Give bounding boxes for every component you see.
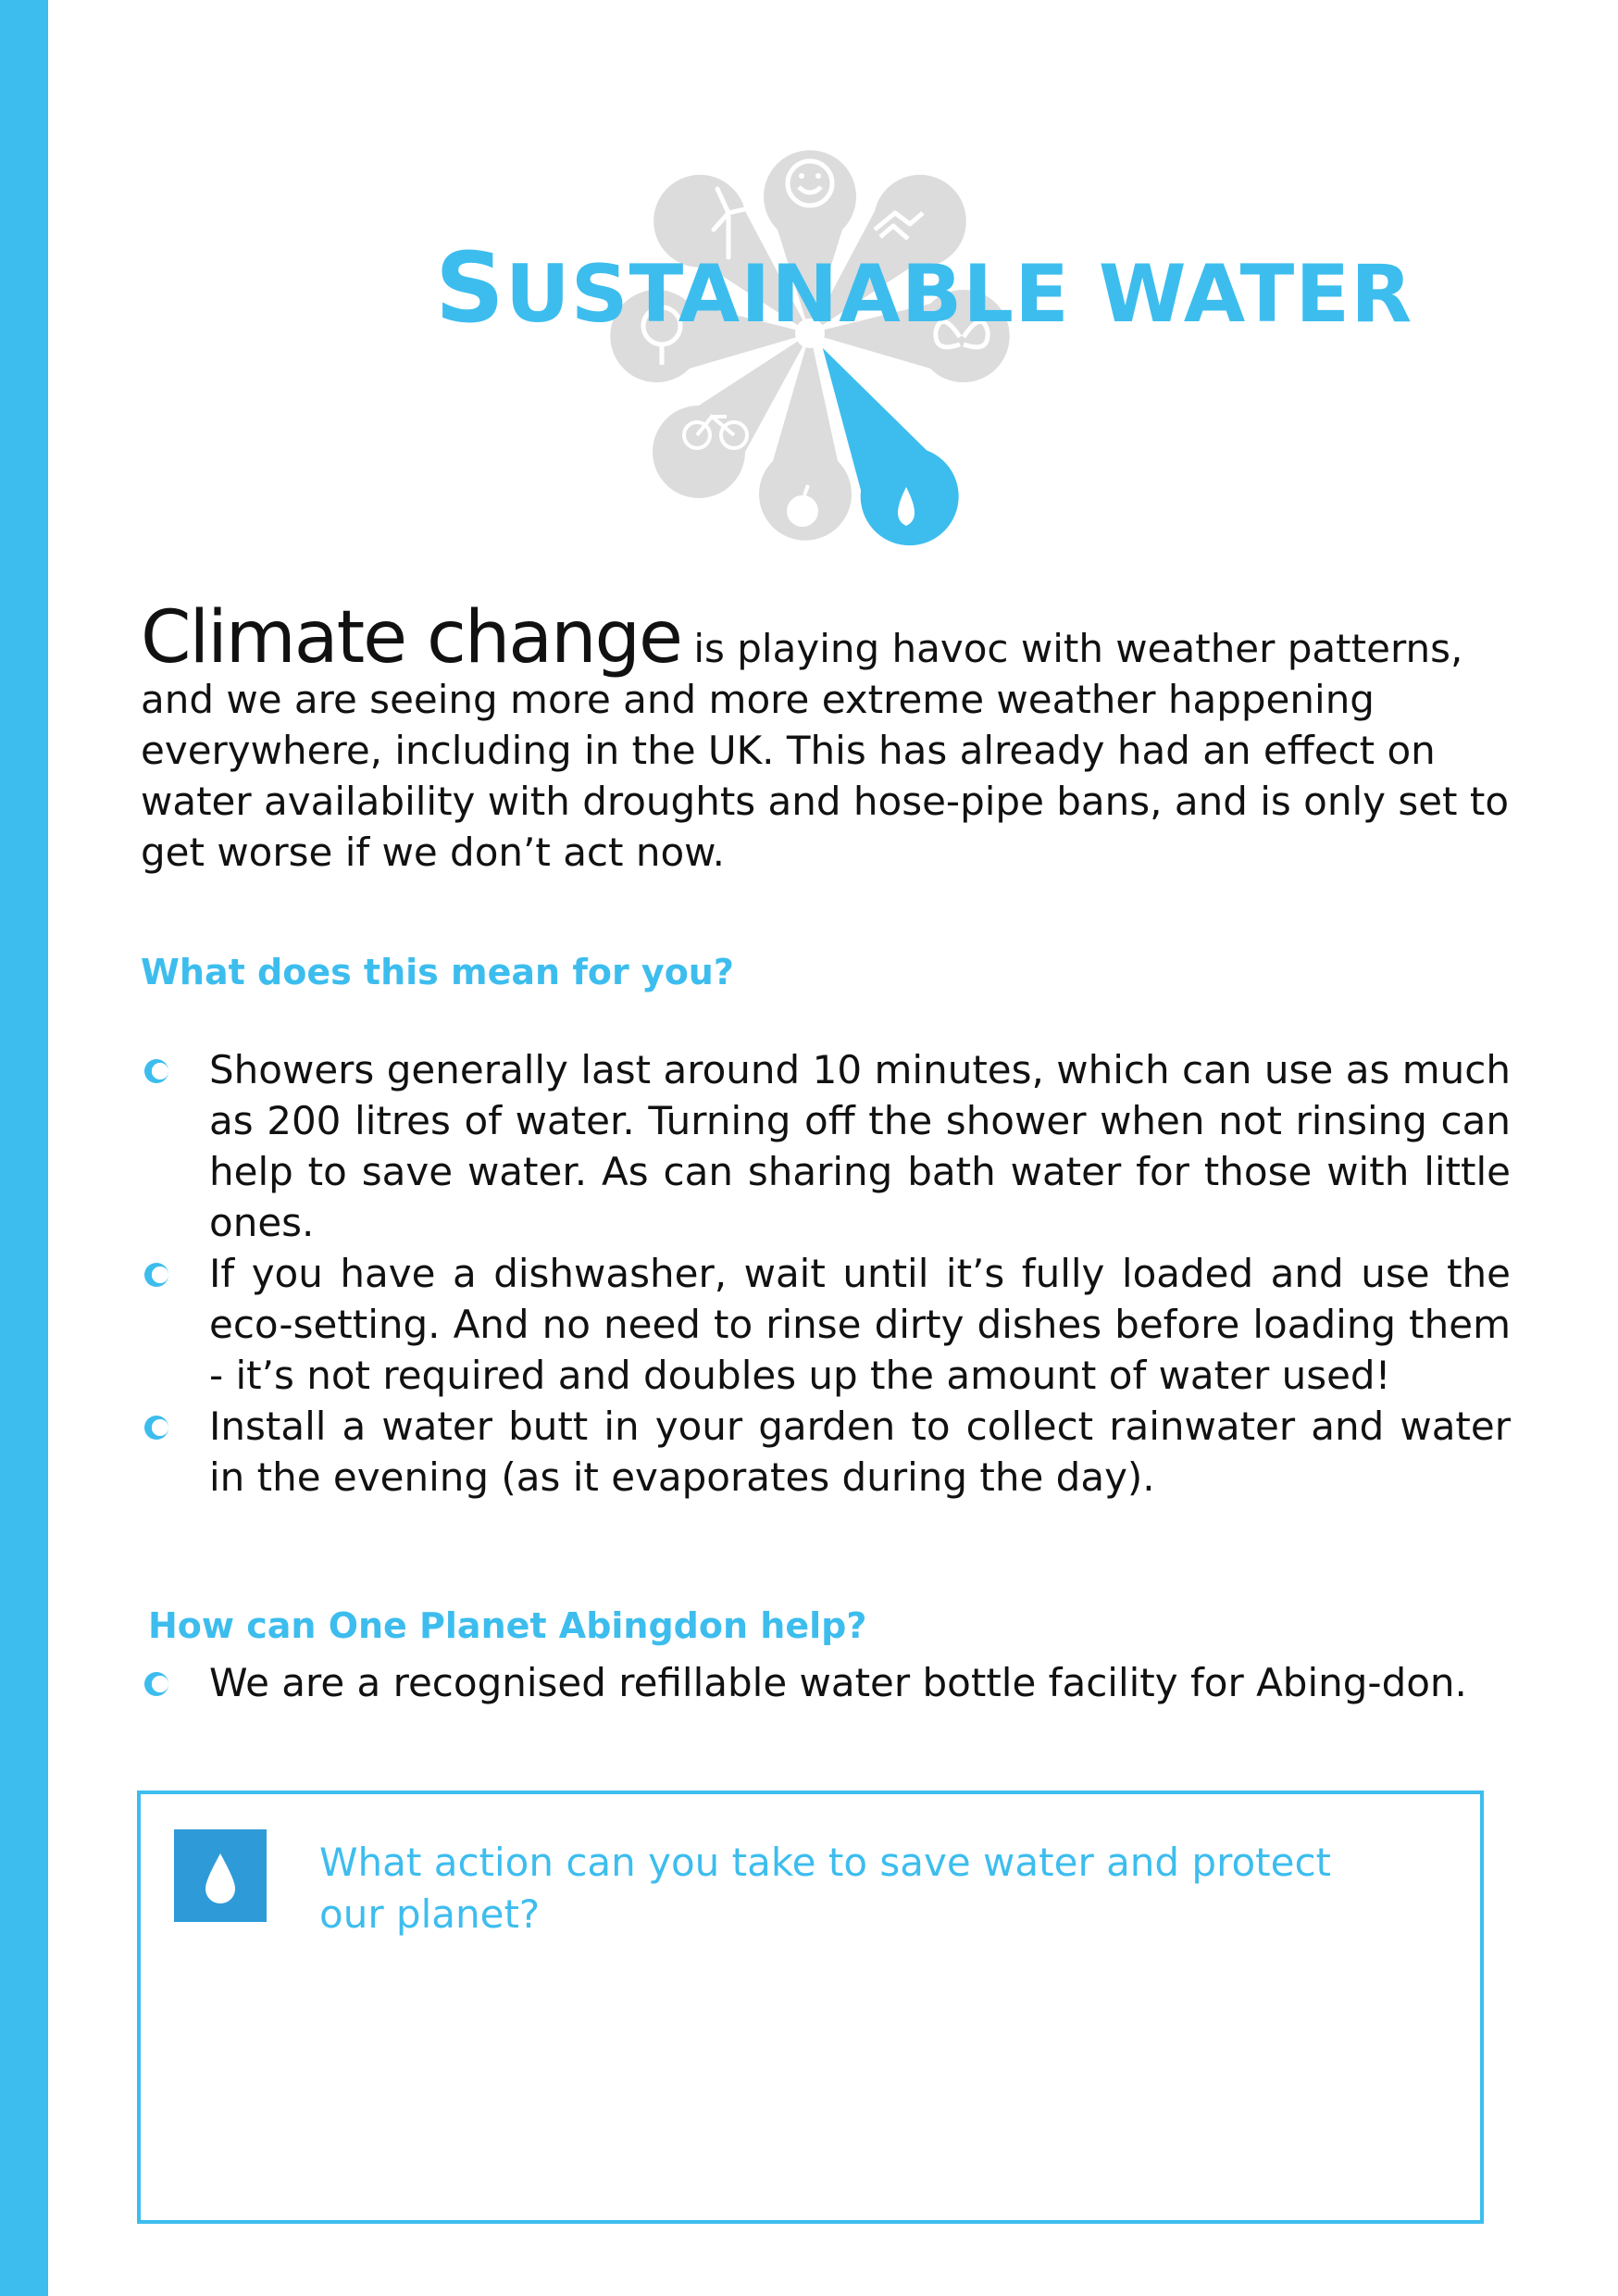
smiley-eye-right [815, 173, 821, 179]
list-item [141, 1657, 1511, 1708]
help-list [141, 1657, 1511, 1708]
list-item [141, 1044, 1511, 1248]
bullet-icon [144, 1416, 168, 1440]
heading-how-can-help: How can One Planet Abingdon help? [148, 1605, 867, 1646]
heading-what-does-this-mean: What does this mean for you? [141, 952, 734, 992]
bullet-icon [144, 1672, 168, 1696]
bullet-icon [144, 1263, 168, 1287]
water-drop-tile [174, 1829, 267, 1922]
title-rest: USTAINABLE WATER [504, 248, 1413, 341]
list-item [141, 1401, 1511, 1503]
sustainability-flower-emblem [597, 128, 1023, 572]
list-item-text: If you have a dishwasher, wait until it’s fully loaded and use the eco-setting. And no need to rinse dirty dishes before loading them - it’s not required and doubles up the amount of water used! [209, 1251, 1511, 1398]
list-item [141, 1248, 1511, 1401]
meaning-list [141, 1044, 1511, 1503]
action-question: What action can you take to save water and protect our planet? [319, 1840, 1332, 1937]
smiley-eye-left [799, 173, 804, 179]
water-drop-icon [174, 1829, 267, 1922]
action-box [137, 1791, 1484, 2224]
list-item-text: Install a water butt in your garden to collect rainwater and water in the evening (as it evaporates during the day). [209, 1404, 1511, 1500]
intro-lead: Climate change [141, 596, 682, 680]
list-item-text: Showers generally last around 10 minutes, which can use as much as 200 litres of water. Turning off the shower when not rinsing can help to save water. As can sharing bath water for those with little ones. [209, 1047, 1511, 1245]
bullet-icon [144, 1059, 168, 1083]
side-accent-bar [0, 0, 48, 2296]
list-item-text: We are a recognised refillable water bottle facility for Abing-don. [209, 1660, 1467, 1705]
title-first-letter: S [435, 231, 505, 344]
page-title [435, 231, 1413, 344]
intro-text: is playing havoc with weather patterns, and we are seeing more and more extreme weather happening everywhere, including in the UK. This has already had an effect on water availability with droughts and hose-pipe bans, and is only set to get worse if we don’t act now. [141, 626, 1510, 875]
intro-paragraph [141, 596, 1511, 878]
